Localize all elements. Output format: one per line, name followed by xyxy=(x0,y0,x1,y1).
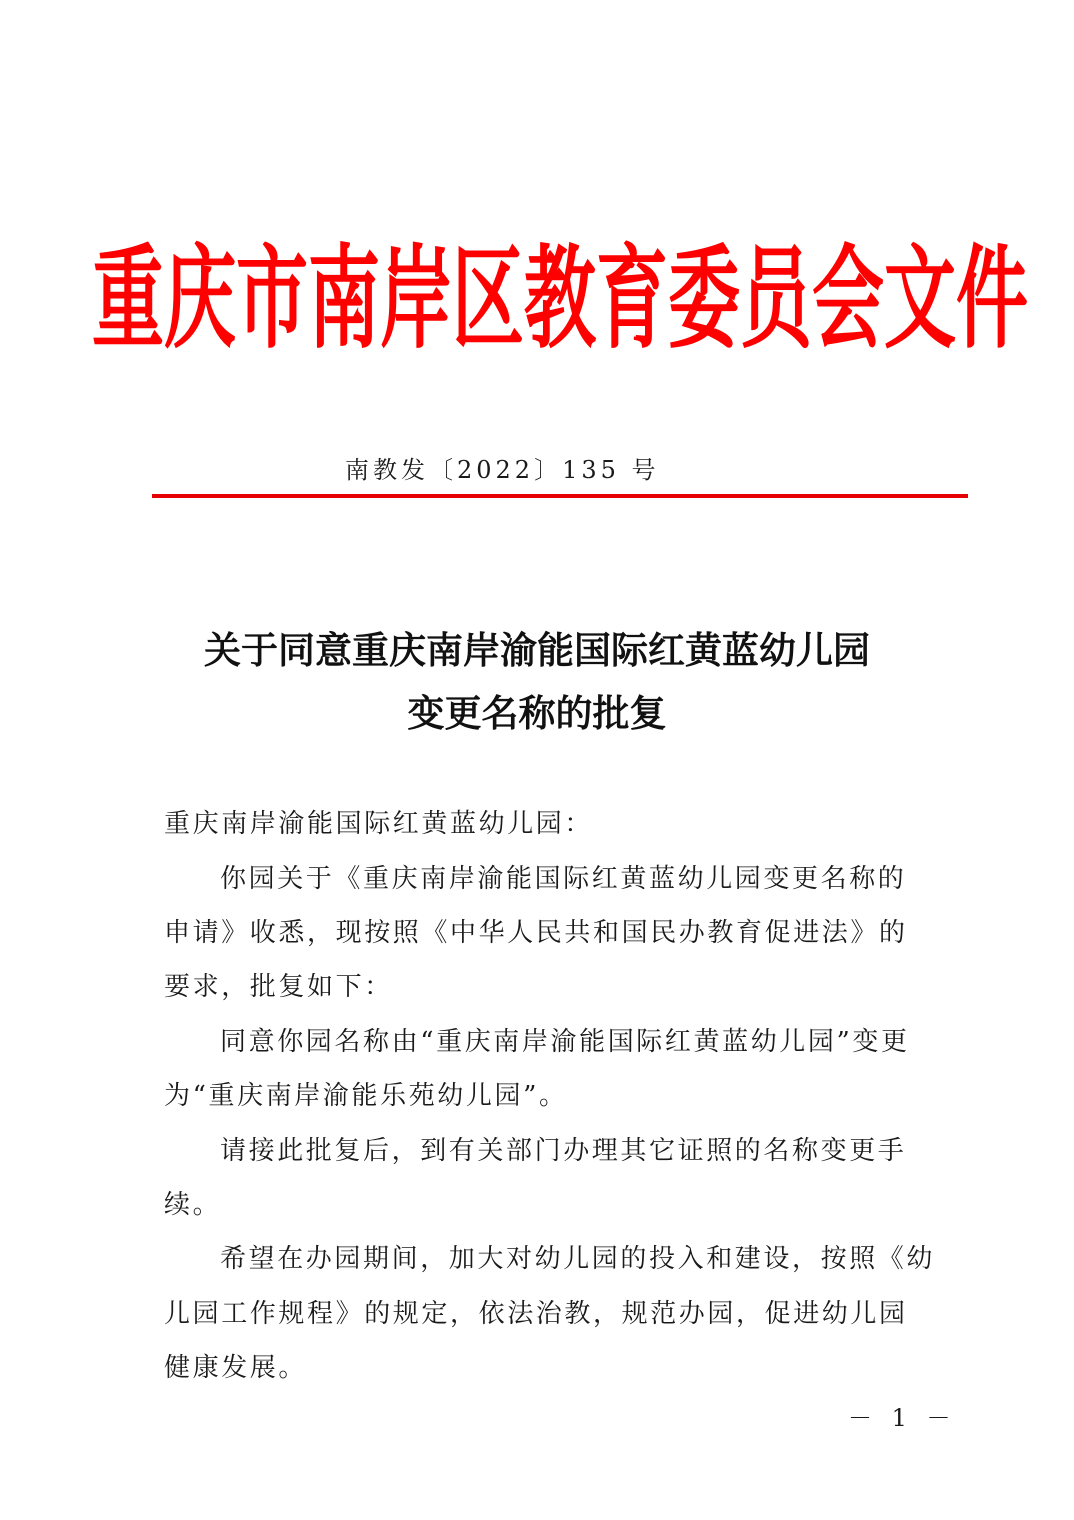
red-divider-line xyxy=(152,494,968,498)
salutation: 重庆南岸渝能国际红黄蓝幼儿园： xyxy=(164,809,594,839)
document-title-line-2: 变更名称的批复 xyxy=(407,691,667,735)
page-number: － 1 － xyxy=(848,1404,957,1432)
body-line-5: 为“重庆南岸渝能乐苑幼儿园”。 xyxy=(164,1081,568,1111)
body-line-1: 你园关于《重庆南岸渝能国际红黄蓝幼儿园变更名称的 xyxy=(220,864,907,894)
masthead-title: 重庆市南岸区教育委员会文件 xyxy=(92,232,1029,364)
body-line-4: 同意你园名称由“重庆南岸渝能国际红黄蓝幼儿园”变更 xyxy=(220,1027,910,1057)
body-line-9: 儿园工作规程》的规定，依法治教，规范办园，促进幼儿园 xyxy=(164,1299,908,1329)
body-line-3: 要求，批复如下： xyxy=(164,972,393,1002)
body-line-10: 健康发展。 xyxy=(164,1353,308,1383)
document-title-line-1: 关于同意重庆南岸渝能国际红黄蓝幼儿园 xyxy=(204,628,870,672)
body-line-2: 申请》收悉，现按照《中华人民共和国民办教育促进法》的 xyxy=(164,918,908,948)
body-line-6: 请接此批复后，到有关部门办理其它证照的名称变更手 xyxy=(220,1136,907,1166)
document-number: 南教发〔2022〕135 号 xyxy=(345,456,660,484)
body-line-7: 续。 xyxy=(164,1190,222,1220)
body-line-8: 希望在办园期间，加大对幼儿园的投入和建设，按照《幼 xyxy=(220,1244,936,1274)
